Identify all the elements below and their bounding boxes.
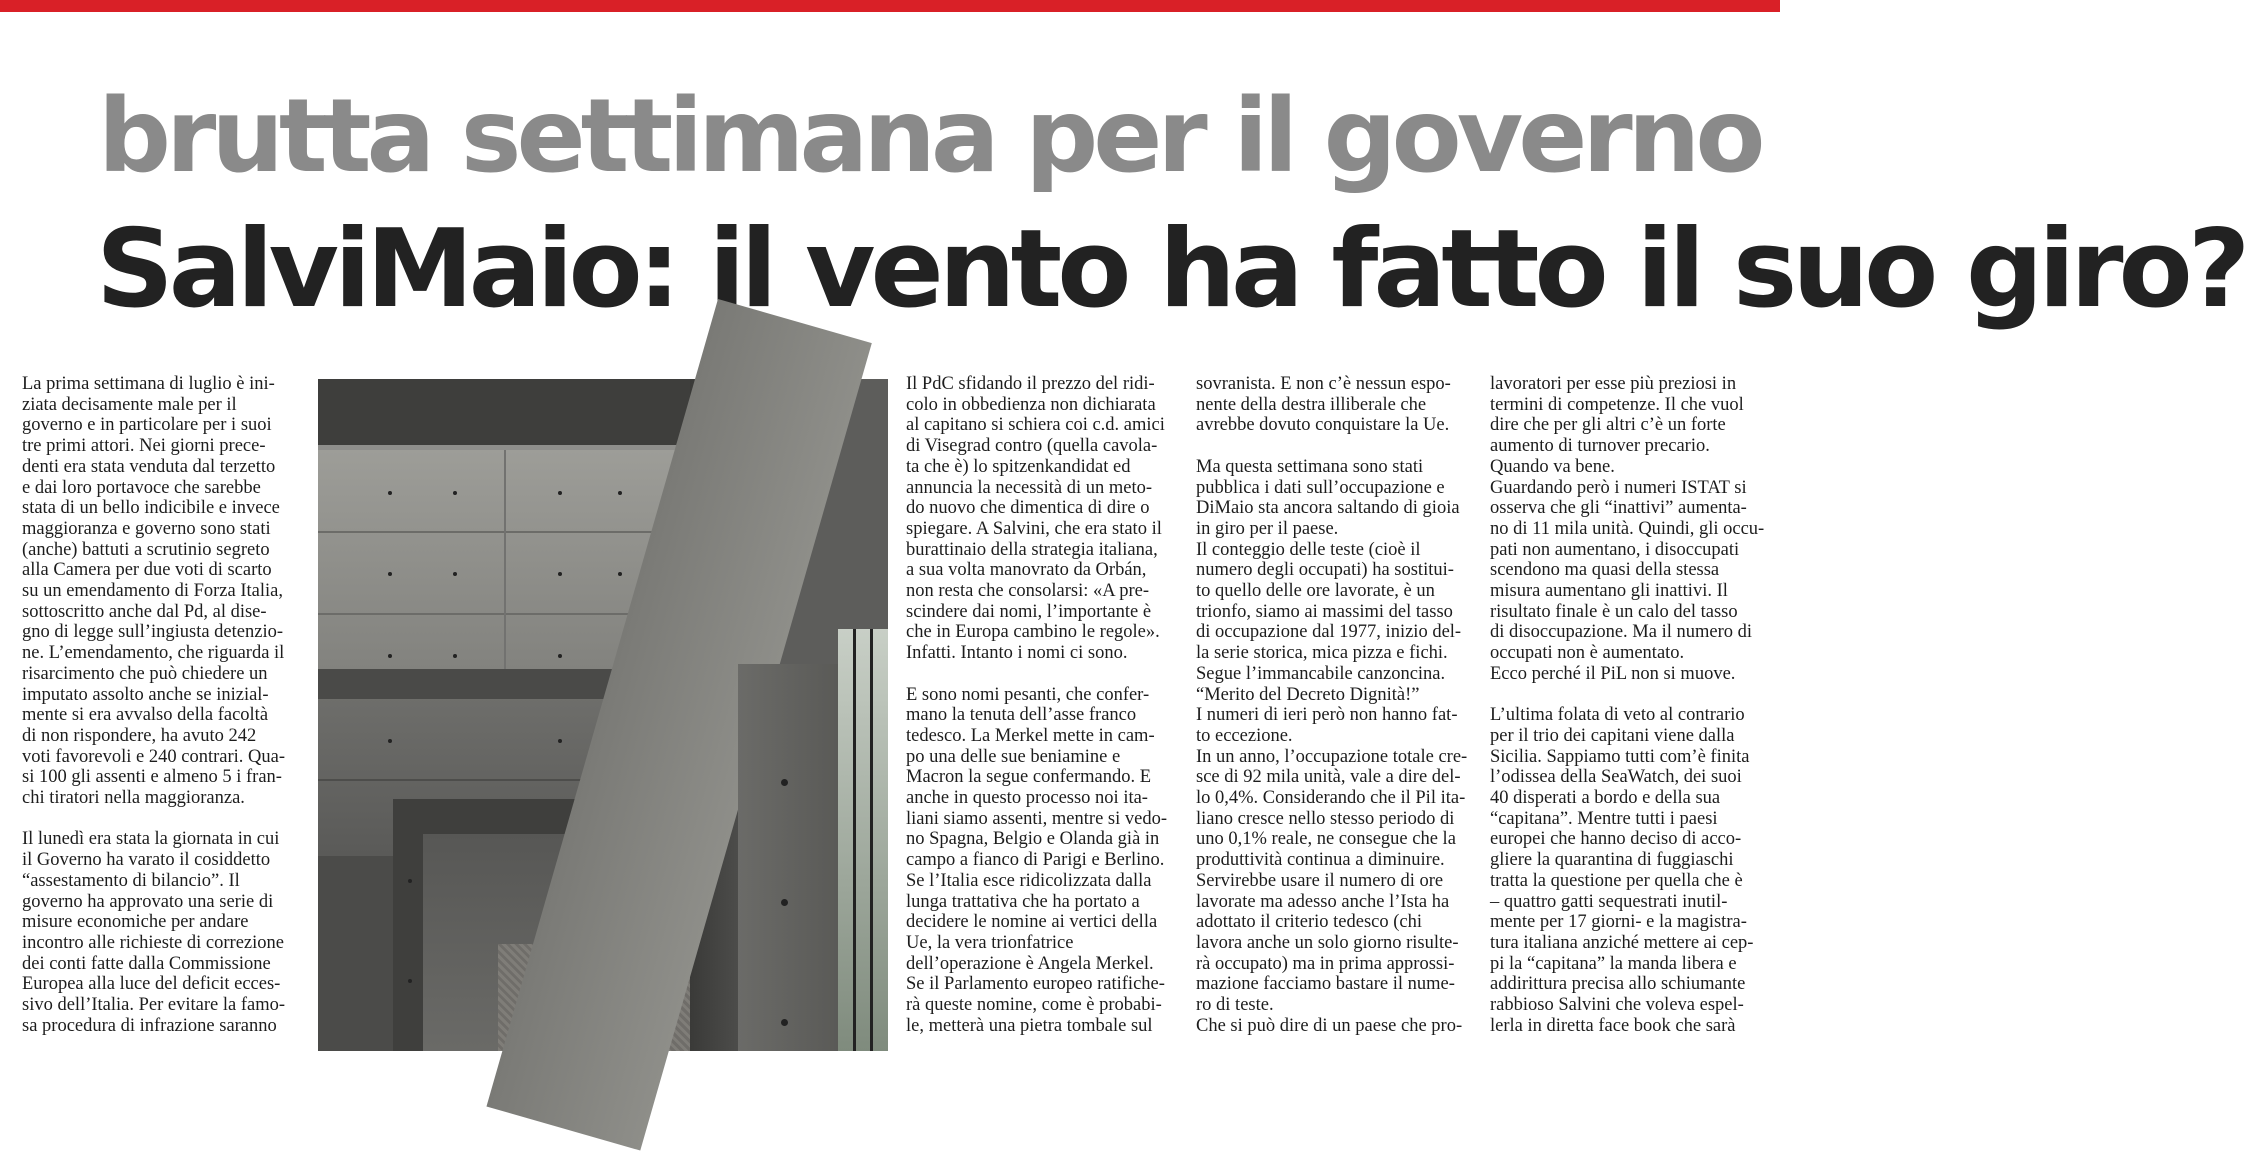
paragraph: lavoratori per esse più preziosi in termini di competenze. Il che vuol dire che per gli altri c’è un forte aumento di turnover precario. Quando va bene. Guardando però i numeri ISTAT si osserva che gli “inattivi” aumenta- no di 11 mila unità. Quindi, gli occu- pati non aumentano, i disoccupati scendono ma quasi della stessa misura aumentano gli inattivi. Il risultato finale è un calo del tasso di disoccupazione. Ma il numero di occupati non è aumentato. Ecco perché il PiL non si muove. [1490,374,1765,684]
top-accent-bar [0,0,1780,12]
kicker: brutta settimana per il governo [98,77,1761,196]
headline: SalviMaio: il vento ha fatto il suo giro? [96,207,2245,332]
paragraph: L’ultima folata di veto al contrario per il trio dei capitani viene dalla Sicilia. Sappiamo tutti com’è finita l’odissea della SeaWatch, dei suoi 40 disperati a bordo e della sua “capitana”. Mentre tutti i paesi europei che hanno deciso di acco- gliere la quarantina di fuggiaschi tratta la questione per quella che è – quattro gatti sequestrati inutil- mente per 17 giorni- e la magistra- tura italiana anziché mettere ai cep- pi la “capitana” la manda libera e addirittura precisa allo schiumante rabbioso Salvini che voleva espel- lerla in diretta face book che sarà [1490,705,1754,1036]
paragraph: Il lunedì era stata la giornata in cui il Governo ha varato il cosiddetto “assestamento di bilancio”. Il governo ha approvato una serie di misure economiche per andare incontro alle richieste di correzione dei conti fatte dalla Commissione Europea alla luce del deficit ecces- sivo dell’Italia. Per evitare la famo- sa procedura di infrazione saranno [22,829,286,1036]
paragraph: sovranista. E non c’è nessun espo- nente della destra illiberale che avrebbe dovuto conquistare la Ue. [1196,374,1451,436]
article-column-4 [1196,374,1476,1051]
paragraph: Il PdC sfidando il prezzo del ridi- colo in obbedienza non dichiarata al capitano si schiera coi c.d. amici di Visegrad contro (quella cavola- ta che è) lo spitzenkandidat ed annuncia la necessità di un meto- do nuovo che dimentica di dire o spiegare. A Salvini, che era stato il burattinaio della strategia italiana, a sua volta manovrato da Orbán, non resta che consolarsi: «A pre- scindere dai nomi, l’importante è che in Europa cambino le regole». Infatti. Intanto i nomi ci sono. [906,374,1165,664]
article-column-3 [906,374,1189,1051]
article-column-5 [1490,374,1778,1051]
architecture-photo [318,379,888,1051]
paragraph: E sono nomi pesanti, che confer- mano la tenuta dell’asse franco tedesco. La Merkel mette in cam- po una delle sue beniamine e Macron la segue confermando. E anche in questo processo noi ita- liani siamo assenti, mentre si vedo- no Spagna, Belgio e Olanda già in campo a fianco di Parigi e Berlino. Se l’Italia esce ridicolizzata dalla lunga trattativa che ha portato a decidere le nomine ai vertici della Ue, la vera trionfatrice dell’operazione è Angela Merkel. Se il Parlamento europeo ratifiche- rà queste nomine, come è probabi- le, metterà una pietra tombale sul [906,684,1167,1036]
article-column-1 [22,374,302,1051]
paragraph: Ma questa settimana sono stati pubblica i dati sull’occupazione e DiMaio sta ancora saltando di gioia in giro per il paese. Il conteggio delle teste (cioè il numero degli occupati) ha sostitui- to quello delle ore lavorate, è un trionfo, siamo ai massimi del tasso di occupazione dal 1977, inizio del- la serie storica, mica pizza e fichi. Segue l’immancabile canzoncina. “Merito del Decreto Dignità!” I numeri di ieri però non hanno fat- to eccezione. In un anno, l’occupazione totale cre- sce di 92 mila unità, vale a dire del- lo 0,4%. Considerando che il Pil ita- liano cresce nello stesso periodo di uno 0,1% reale, ne consegue che la produttività continua a diminuire. Servirebbe usare il numero di ore lavorate ma adesso anche l’Ista ha adottato il criterio tedesco (chi lavora anche un solo giorno risulte- rà occupato) ma in prima approssi- mazione facciamo bastare il nume- ro di teste. Che si può dire di un paese che pro- [1196,456,1468,1036]
paragraph: La prima settimana di luglio è ini- ziata decisamente male per il governo e in particolare per i suoi tre primi attori. Nei giorni prece- denti era stata venduta dal terzetto e dai loro portavoce che sarebbe stata di un bello indicibile e invece maggioranza e governo sono stati (anche) battuti a scrutinio segreto alla Camera per due voti di scarto su un emendamento di Forza Italia, sottoscritto anche dal Pd, al dise- gno di legge sull’ingiusta detenzio- ne. L’emendamento, che riguarda il risarcimento che può chiedere un imputato assolto anche se inizial- mente si era avvalso della facoltà di non rispondere, ha avuto 242 voti favorevoli e 240 contrari. Qua- si 100 gli assenti e almeno 5 i fran- chi tiratori nella maggioranza. [22,374,286,809]
